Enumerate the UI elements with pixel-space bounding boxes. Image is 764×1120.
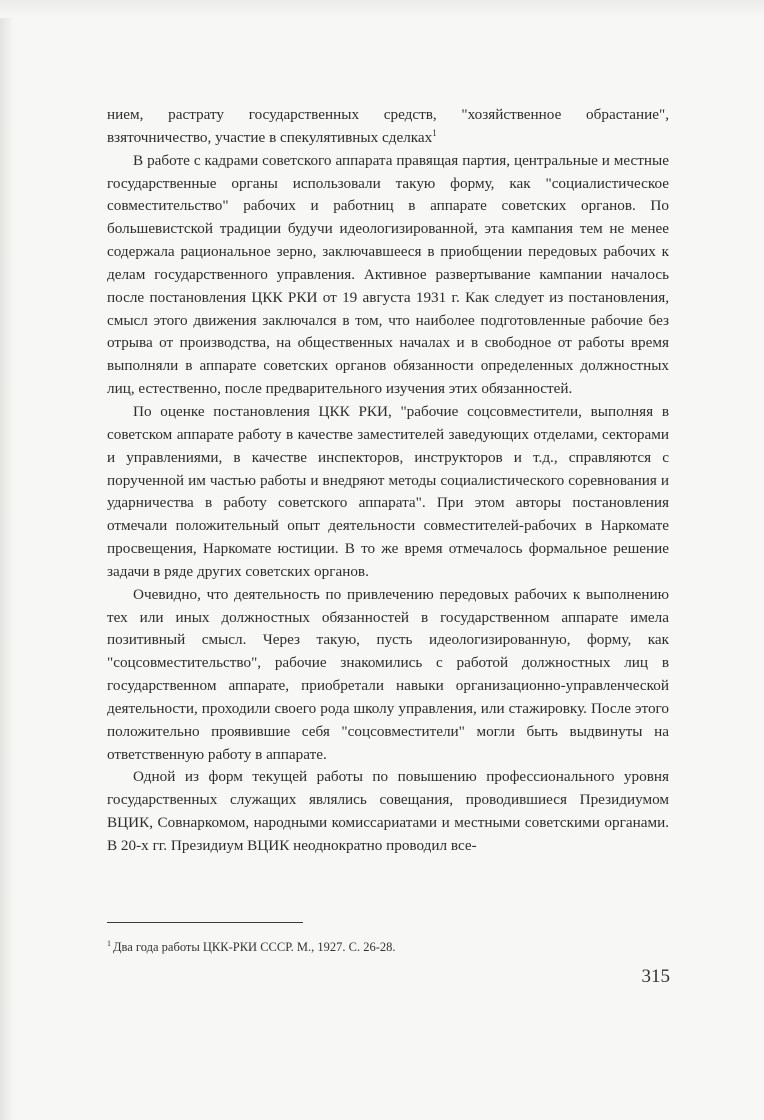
footnote-separator: [107, 922, 303, 923]
footnote: [107, 939, 667, 955]
paragraph-1: [107, 104, 669, 150]
footnote-text: Два года работы ЦКК-РКИ СССР. М., 1927. С. 26-28.: [113, 940, 396, 954]
paragraph-4: Очевидно, что деятельность по привлечению передовых рабочих к выполнению тех или иных должностных обязанностей в государственном аппарате имела позитивный смысл. Через такую, пусть идеологизированную, форму, как "соцсовместительство", рабочие знакомились с работой должностных лиц в государственном аппарате, приобретали навыки организационно-управленческой деятельности, проходили своего рода школу управления, или стажировку. После этого положительно проявившие себя "соцсовместители" могли быть выдвинуты на ответственную работу в аппарате.: [107, 585, 669, 763]
paragraph-1-text: нием, растрату государственных средств, "хозяйственное обрастание", взяточничество, участие в спекулятивных сделках: [107, 106, 669, 146]
page-shadow-left: [0, 0, 14, 1120]
paragraph-2: В работе с кадрами советского аппарата правящая партия, центральные и местные государственные органы использовали такую форму, как "социалистическое совместительство" рабочих и работниц в аппарате советских органов. По большевистской традиции будучи идеологизированной, эта кампания тем не менее содержала рациональное зерно, заключавшееся в приобщении передовых рабочих к делам государственного управления. Активное развертывание кампании началось после постановления ЦКК РКИ от 19 августа 1931 г. Как следует из постановления, смысл этого движения заключался в том, что наиболее подготовленные рабочие без отрыва от производства, на общественных началах и в свободное от работы время выполняли в аппарате советских органов обязанности определенных должностных лиц, естественно, после предварительного изучения этих обязанностей.: [107, 151, 669, 398]
page-number: 315: [641, 966, 670, 987]
footnote-number: 1: [107, 938, 111, 948]
footnote-reference[interactable]: 1: [432, 127, 437, 138]
main-text: [107, 104, 669, 858]
paragraph-3: По оценке постановления ЦКК РКИ, "рабочие соцсовместители, выполняя в советском аппарате работу в качестве заместителей заведующих отделами, секторами и управлениями, в качестве инспекторов, инструкторов и т.д., справляются с порученной им частью работы и внедряют методы социалистического соревнования и ударничества в работу советского аппарата". При этом авторы постановления отмечали положительный опыт деятельности совместителей-рабочих в Наркомате просвещения, Наркомате юстиции. В то же время отмечалось формальное решение задачи в ряде других советских органов.: [107, 402, 669, 580]
paragraph-5: Одной из форм текущей работы по повышению профессионального уровня государственных служащих являлись совещания, проводившиеся Президиумом ВЦИК, Совнаркомом, народными комиссариатами и местными советскими органами. В 20-х гг. Президиум ВЦИК неоднократно проводил все-: [107, 768, 669, 854]
page-shadow-top: [0, 0, 764, 18]
